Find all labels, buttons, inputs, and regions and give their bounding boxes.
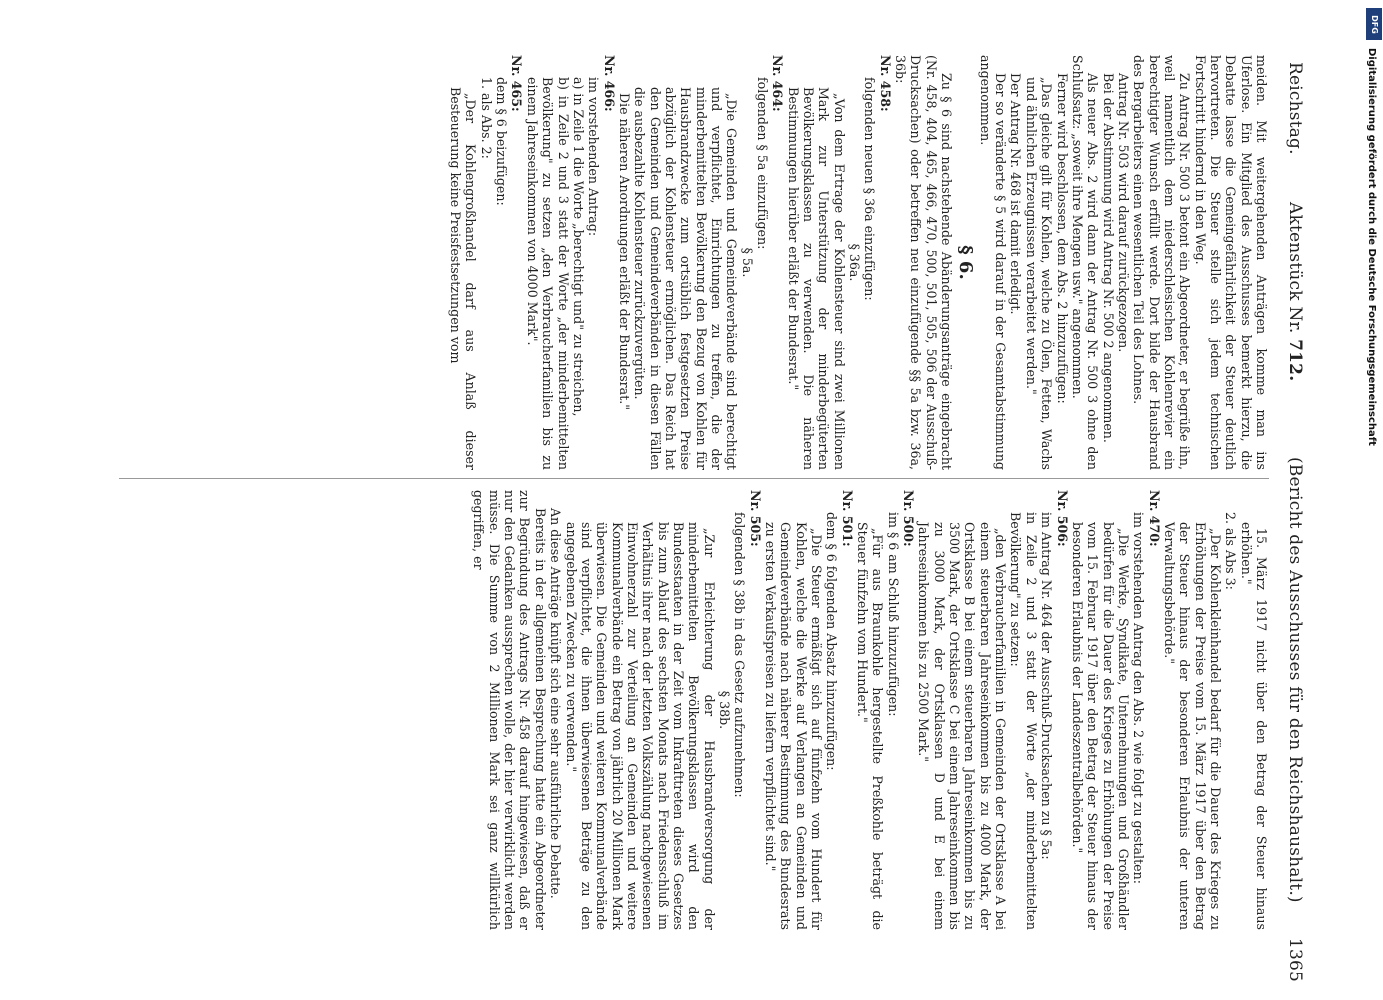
header-right: (Bericht des Ausschusses für den Reichshaushalt.) <box>1285 457 1305 903</box>
paragraph: dem § 6 beizufügen: <box>494 77 510 206</box>
paragraph: in Zeile 2 und 3 statt der Worte „der minderbemittelten Bevölkerung" zu setzen: <box>1008 512 1039 930</box>
page-header <box>1275 62 1305 982</box>
list-item: 2. als Abs 3: <box>1223 512 1239 590</box>
list-item: a) in Zeile 1 die Worte „berechtigt und" zu streichen, <box>570 77 586 417</box>
motion-number: Nr. 470: <box>1146 490 1162 547</box>
paragraph: im Antrag Nr. 464 der Ausschuß-Drucksachen zu § 5a: <box>1039 512 1055 860</box>
paragraph: meiden. Mit weitergehenden Anträgen komme man ins Uferlose. Ein Mitglied des Ausschusses bemerkt hierzu, die Debatte lasse die Gemeingefährlichkeit der Steuer deutlich hervortreten. Die Steuer stelle sich jedem technischen Fortschritt hindernd in den Weg. <box>1192 55 1269 470</box>
paragraph: An diese Anträge knüpft sich eine sehr ausführliche Debatte. <box>548 508 564 899</box>
paragraph: Bereits in der allgemeinen Besprechung hatte ein Abgeordneter zur Begründung des Antrags Nr. 458 darauf hingewiesen, daß er nur den Gedanken aussprechen wolle, der hier verwirklicht werden müsse. Die Summe von 2 Millionen Mark sei ganz willkürlich gegriffen, er <box>471 490 548 930</box>
quoted-paragraph: „Das gleiche gilt für Kohlen, welche zu Ölen, Fetten, Wachs und ähnlichen Erzeugnissen verarbeitet werden." <box>1023 77 1055 470</box>
paragraph: folgenden § 5a einzufügen: <box>755 77 770 250</box>
section-heading: § 6. <box>955 245 977 280</box>
quoted-paragraph: „Von dem Ertrage der Kohlensteuer sind zwei Millionen Mark zur Unterstützung der minderbegüterten Bevölkerungsklassen zu verwenden. Die näheren Bestimmungen hierüber erläßt der Bundesrat." <box>785 87 847 470</box>
motion-number: Nr. 466: <box>601 55 617 112</box>
motion-number: Nr. 501: <box>839 490 855 547</box>
motion-number: Nr. 465: <box>509 55 525 112</box>
paragraph: folgenden § 38b in das Gesetz aufzunehmen: <box>732 512 748 798</box>
page-number: 1365 <box>1285 937 1305 982</box>
motion-number: Nr. 505: <box>747 490 763 547</box>
quoted-paragraph: „Zur Erleichterung der Hausbrandversorgung der minderbemittelten Bevölkerungsklassen wird den Bundesstaaten in der Zeit vom Inkrafttreten dieses Gesetzes bis zum Ablauf des sechsten Monats nach Friedensschluß im Verhältnis ihrer nach der letzten Volkszählung nachgewiesenen Einwohnerzahl zur Verteilung an Gemeinden und weitere Kommunalverbände ein Betrag von jährlich 20 Millionen Mark überwiesen. Die Gemeinden und weiteren Kommunalverbände sind verpflichtet, die ihnen überwiesenen Beträge zu den angegebenen Zwecken zu verwenden." <box>563 522 717 930</box>
quoted-paragraph: „Die Werke, Syndikate, Unternehmungen und Großhändler bedürfen für die Dauer des Krieges zu Erhöhungen der Preise vom 15. Februar 1917 über den Betrag der Steuer hinaus der besonderen Erlaubnis der Landeszentralbehörden." <box>1069 522 1131 930</box>
quoted-paragraph: Die näheren Anordnungen erläßt der Bundesrat." <box>616 93 632 411</box>
paragraph: im vorstehenden Antrag: <box>586 77 602 237</box>
right-column <box>99 490 1269 930</box>
paragraph-sign: § 5a. <box>739 247 755 278</box>
paragraph: Der so veränderte § 5 wird darauf in der Gesamtabstimmung angenommen. <box>977 55 1009 470</box>
paragraph: Zu Antrag Nr. 500 3 betont ein Abgeordneter, er begrüße ihn, weil namentlich dem niederschlesischen Kohlenrevier ein berechtigter Wunsch erfüllt werde. Dort bilde der Hausbrand des Bergarbeiters einen wesentlichen Teil des Lohnes. <box>1131 55 1193 470</box>
quoted-paragraph: „Die Steuer ermäßigt sich auf fünfzehn vom Hundert für Kohlen, welche die Werke auf Verlangen an Gemeinden und Gemeindeverbände nach näherer Bestimmung des Bundesrats zu ersten Verkaufspreisen zu liefern verpflichtet sind." <box>763 522 825 930</box>
list-item: 1. als Abs. 2: <box>478 77 494 159</box>
header-left: Reichstag. <box>1285 62 1305 155</box>
column-divider <box>119 478 1269 479</box>
quoted-paragraph: „den Verbraucherfamilien in Gemeinden der Ortsklasse A bei einem steuerbaren Jahreseinkommen bis zu 4000 Mark, der Ortsklasse B bei einem steuerbaren Jahreseinkommen bis zu 3500 Mark, der Ortsklasse C bei einem Jahreseinkommen bis zu 3000 Mark, der Ortsklassen D und E bei einem Jahreseinkommen bis zu 2500 Mark." <box>916 522 1009 930</box>
paragraph: Ferner wird beschlossen, dem Abs. 2 hinzuzufügen: <box>1054 73 1070 404</box>
digitization-credit: Digitalisierung gefördert durch die Deutsche Forschungsgemeinschaft <box>1366 48 1377 446</box>
quoted-paragraph: 15. März 1917 nicht über den Betrag der Steuer hinaus erhöhen." <box>1238 522 1269 930</box>
motion-number: Nr. 464: <box>770 55 786 112</box>
paragraph: Antrag Nr. 503 wird darauf zurückgezogen. <box>1115 73 1131 353</box>
quoted-paragraph: „Für aus Braunkohle hergestellte Preßkohle beträgt die Steuer fünfzehn vom Hundert." <box>855 522 886 930</box>
paragraph: Als neuer Abs. 2 wird dann der Antrag Nr. 500 3 ohne den Schlußsatz: „soweit ihre Mengen usw." angenommen. <box>1069 55 1101 470</box>
paragraph: Bei der Abstimmung wird Antrag Nr. 500 2 angenommen. <box>1100 73 1116 443</box>
motion-number: Nr. 500: <box>901 490 917 547</box>
header-prefix: Aktenstück Nr. <box>1285 202 1305 334</box>
header-document-number <box>1285 202 1305 381</box>
paragraph: dem § 6 folgenden Absatz hinzuzufügen: <box>824 512 840 771</box>
quoted-paragraph: „Der Kohlengroßhandel darf aus Anlaß dieser Besteuerung keine Preisfestsetzungen vom <box>448 87 479 470</box>
paragraph: Der Antrag Nr. 468 ist damit erledigt. <box>1008 73 1024 315</box>
paragraph: Zu § 6 sind nachstehende Abänderungsanträge eingebracht (Nr. 458, 404, 465, 466, 470, 500, 501, 505, 506 der Ausschuß-Drucksachen) oder betreffen neu einzufügende §§ 5a bzw. 36a, 36b: <box>893 55 955 470</box>
paragraph: im § 6 am Schluß hinzuzufügen: <box>885 512 901 717</box>
paragraph-sign: § 38b. <box>716 690 732 730</box>
left-column <box>99 55 1269 470</box>
dfg-logo: DFG <box>1366 8 1382 40</box>
quoted-paragraph: „Die Gemeinden und Gemeindeverbände sind berechtigt und verpflichtet, Einrichtungen zu treffen, die der minderbemittelten Bevölkerung den Bezug von Kohlen für Hausbrandzwecke zum ortsüblich festgesetzten Preise abzüglich der Kohlensteuer ermöglichen. Das Reich hat den Gemeinden und Gemeindeverbänden in diesen Fällen die ausbezahlte Kohlensteuer zurückzuvergüten. <box>632 87 740 470</box>
motion-number: Nr. 506: <box>1054 490 1070 547</box>
list-item: b) in Zeile 2 und 3 statt der Worte „der minderbemittelten Bevölkerung" zu setzen „den Verbraucherfamilien bis zu einem Jahreseinkommen von 4000 Mark". <box>524 77 571 470</box>
paragraph: im vorstehenden Antrag den Abs. 2 wie folgt zu gestalten: <box>1131 512 1147 884</box>
paragraph-sign: § 36a. <box>847 243 863 282</box>
motion-number: Nr. 458: <box>877 55 893 112</box>
paragraph: folgenden neuen § 36a einzufügen: <box>862 77 878 301</box>
quoted-paragraph: „Der Kohlenkleinhandel bedarf für die Dauer des Krieges zu Erhöhungen der Preise vom 15. März 1917 über den Betrag der Steuer hinaus der besonderen Erlaubnis der unteren Verwaltungsbehörde." <box>1161 522 1223 930</box>
header-number: 712. <box>1285 339 1305 382</box>
